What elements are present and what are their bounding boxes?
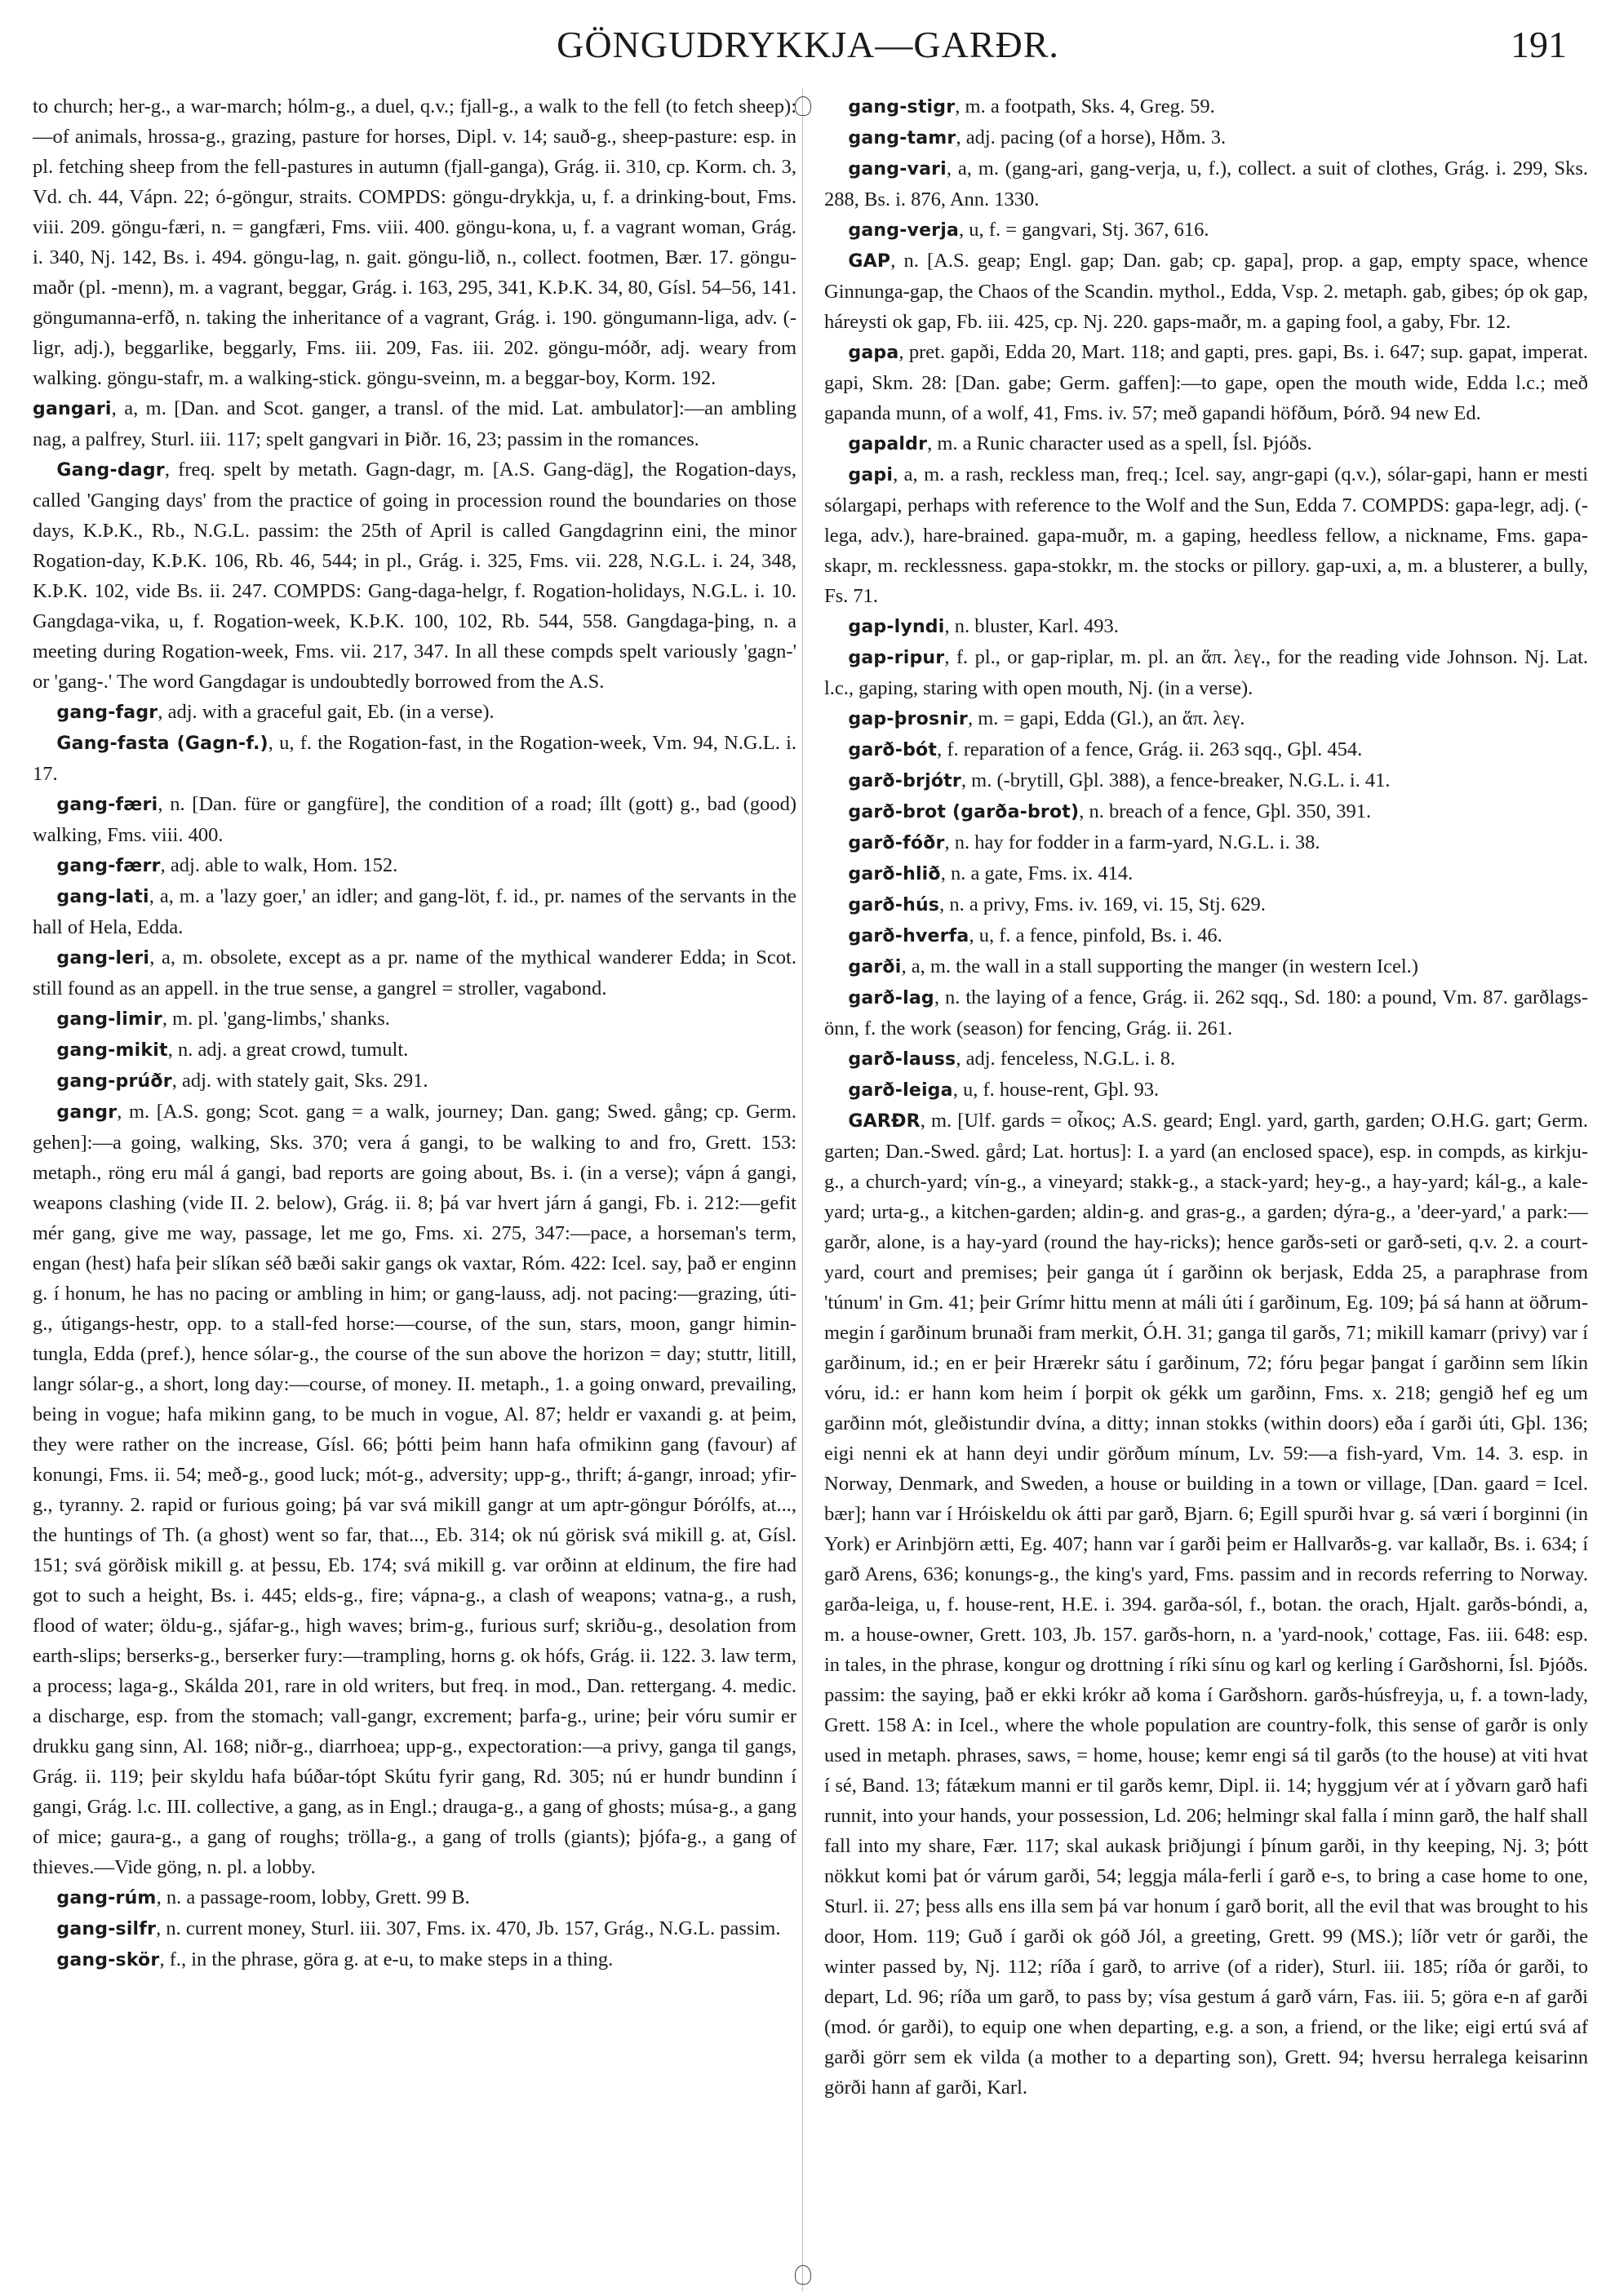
entry-headword: garð-lag xyxy=(848,988,934,1008)
entry-definition: , n. breach of a fence, Gþl. 350, 391. xyxy=(1079,800,1372,822)
dictionary-entry xyxy=(824,1106,1588,2103)
entry-headword: gang-vari xyxy=(848,159,947,180)
dictionary-entry xyxy=(824,703,1588,734)
dictionary-entry xyxy=(824,889,1588,920)
entry-definition: , m. a Runic character used as a spell, Ísl. Þjóðs. xyxy=(927,432,1312,454)
entry-definition: , n. a privy, Fms. iv. 169, vi. 15, Stj. 629. xyxy=(939,893,1266,915)
dictionary-entry xyxy=(33,393,796,454)
dictionary-entry xyxy=(824,91,1588,122)
dictionary-entry xyxy=(824,428,1588,459)
entry-headword: gang-lati xyxy=(56,887,149,907)
entry-headword: gang-tamr xyxy=(848,128,956,148)
entry-definition: , u, f. the Rogation-fast, in the Rogation-week, Vm. 94, N.G.L. i. 17. xyxy=(33,732,796,785)
entry-headword: gang-silfr xyxy=(56,1919,157,1939)
dictionary-entry xyxy=(824,858,1588,889)
entry-headword: gangari xyxy=(33,399,112,419)
dictionary-entry xyxy=(33,697,796,728)
dictionary-entry xyxy=(33,789,796,850)
entry-definition: , pret. gapði, Edda 20, Mart. 118; and gapti, pres. gapi, Bs. i. 647; sup. gapat, imperat. gapi, Skm. 28: [Dan. gabe; Germ. gaffen]:—to gape, open the mouth wide, Edda l.c.; með gapanda munn, of a wolf, 41, Fms. iv. 57; með gapandi höfðum, Þórð. 94 new Ed. xyxy=(824,341,1588,424)
entry-definition: , n. current money, Sturl. iii. 307, Fms. ix. 470, Jb. 157, Grág., N.G.L. passim. xyxy=(156,1917,781,1939)
entry-definition: , n. hay for fodder in a farm-yard, N.G.L. i. 38. xyxy=(944,831,1320,853)
page-number: 191 xyxy=(1511,24,1567,65)
entry-headword: garð-hverfa xyxy=(848,926,969,946)
entry-definition: , m. [Ulf. gards = οἶκος; A.S. geard; Engl. yard, garth, garden; O.H.G. gart; Germ. garten; Dan.-Swed. gård; Lat. hortus]: I. a yard (an enclosed space), esp. in compds, as kirkju-g., a church-yard; vín-g., a vineyard; stakk-g., a stack-yard; hey-g., a hay-yard; kál-g., a kale-yard; urta-g., a kitchen-garden; aldin-g. and gras-g., a garden; dýra-g., a 'deer-yard,' a park:—garðr, alone, is a hay-yard (round the hay-ricks); hence garðs-seti or garð-seti, q.v. 2. a court-yard, court and premises; þeir ganga út í garðinn ok berjask, Edda 25, a paraphrase from 'túnum' in Gm. 41; þeir Grímr hittu menn at máli úti í garðinum, Eg. 109; þá sá hann at öðrum-megin í garðinum brunaði fram merkit, Ó.H. 31; ganga til garðs, 71; mikill kamarr (privy) var í garðinum, id.; en er þeir Hrærekr sátu í garðinum, 72; fóru þegar þangat í garðinn sem líkin vóru, id.: er hann kom heim í þorpit ok gékk um garðinn, Fms. x. 218; gengið hef eg um garðinn mót, gleðistundir dvína, a ditty; innan stokks (within doors) eða í garði úti, Gþl. 136; eigi nenni ek at hann deyi undir görðum mínum, Lv. 59:—a fish-yard, Vm. 14. 3. esp. in Norway, Denmark, and Sweden, a house or building in a town or village, [Dan. gaard = Icel. bær]; hann var í Hróiskeldu ok átti par garð, Bjarn. 6; Egill spurði hvar g. sá væri í borginni (in York) er Arinbjörn ætti, Eg. 407; hann var í garði þeim er Hallvarðs-g. var kallaðr, Bs. i. 634; í garð Arens, 636; konungs-g., the king's yard, Fms. passim and in records referring to Norway. garða-leiga, u, f. house-rent, H.E. i. 394. garða-sól, f., botan. the orach, Hjalt. garðs-bóndi, a, m. a house-owner, Grett. 103, Jb. 157. garðs-horn, n. a 'yard-nook,' cottage, Fas. iii. 648: esp. in tales, in the phrase, kongur og drottning í ríki sínu og karl og kerling í Garðshorni, Ísl. Þjóðs. passim: the saying, það er ekki krókr að koma í Garðshorn. garðs-húsfreyja, u, f. a town-lady, Grett. 158 A: in Icel., where the whole population are country-folk, this sense of garðr is only used in metaph. phrases, saws, = home, house; kemr engi sá til garðs (to the house) at viti hvat í sé, Band. 13; fátækum manni er til garðs kemr, Dipl. ii. 14; hyggjum vér at í yðvarn garð hafi runnit, into your hands, your possession, Ld. 206; helmingr skal falla í minn garð, the half shall fall into my share, Fær. 117; skal aukask þriðjungi í þínum garði, in thy keeping, Nj. 3; þótt nökkut komi þat ór várum garði, 54; leggja mála-ferli í garð e-s, to bring a case home to one, Sturl. ii. 27; þess alls ens illa sem þá var honum í garð borit, all the evil that was brought to his door, Hom. 119; Guð í garði ok góð Jól, a greeting, Grett. 99 (MS.); líðr vetr ór garði, the winter passed by, Nj. 112; ríða í garð, to arrive (of a rider), Sturl. iii. 185; ríða ór garði, to depart, Ld. 96; ríða um garð, to pass by; vísa gestum á garð várn, Fas. iii. 5; göra e-n af garði (mod. ór garði), to equip one when departing, e.g. a son, a friend, or the like; eigi ertú svá af garði görr sem ek vilda (a mother to a departing son), Grett. 94; hversu herralega keisarinn görði hann af garði, Karl. xyxy=(824,1110,1588,2099)
entry-headword: gang-limir xyxy=(56,1009,162,1030)
dictionary-entry xyxy=(33,1913,796,1944)
dictionary-entry xyxy=(824,1075,1588,1106)
entry-definition: , m. pl. 'gang-limbs,' shanks. xyxy=(162,1008,390,1030)
dictionary-entry xyxy=(33,91,796,393)
entry-definition: , m. a footpath, Sks. 4, Greg. 59. xyxy=(955,95,1215,117)
entry-definition: , n. [Dan. füre or gangfüre], the condition of a road; íllt (gott) g., bad (good) walking, Fms. viii. 400. xyxy=(33,793,796,846)
dictionary-entry xyxy=(824,611,1588,642)
dictionary-entry xyxy=(33,728,796,789)
entry-definition: , a, m. the wall in a stall supporting the manger (in western Icel.) xyxy=(901,955,1418,977)
dictionary-entry xyxy=(33,1004,796,1035)
entry-definition: , a, m. obsolete, except as a pr. name of the mythical wanderer Edda; in Scot. still found as an appell. in the true sense, a gangrel = stroller, vagabond. xyxy=(33,946,796,1000)
entry-headword: garð-lauss xyxy=(848,1049,956,1070)
entry-headword: garð-hlið xyxy=(848,864,941,884)
entry-definition: , freq. spelt by metath. Gagn-dagr, m. [A.S. Gang-däg], the Rogation-days, called 'Ganging days' from the practice of going in procession round the boundaries on those days, K.Þ.K., Rb., N.G.L. passim: the 25th of April is called Gangdagrinn eini, the minor Rogation-day, K.Þ.K. 106, Rb. 46, 544; in pl., Grág. i. 325, Fms. vii. 228, N.G.L. i. 24, 348, K.Þ.K. 102, vide Bs. ii. 247. COMPDS: Gang-daga-helgr, f. Rogation-holidays, N.G.L. i. 10. Gangdaga-vika, u, f. Rogation-week, K.Þ.K. 100, 102, Rb. 544, 558. Gangdaga-þing, n. a meeting during Rogation-week, Fms. vii. 217, 347. In all these compds spelt variously 'gagn-' or 'gang-.' The word Gangdagar is undoubtedly borrowed from the A.S. xyxy=(33,459,796,693)
entry-headword: GARÐR xyxy=(848,1111,921,1132)
entry-headword: garð-brot (garða-brot) xyxy=(848,802,1080,822)
entry-headword: gapaldr xyxy=(848,434,928,454)
entry-definition: , a, m. a 'lazy goer,' an idler; and gang-löt, f. id., pr. names of the servants in the hall of Hela, Edda. xyxy=(33,885,796,938)
dictionary-entry xyxy=(33,1066,796,1097)
entry-headword: garð-fóðr xyxy=(848,833,945,853)
entry-headword: garð-leiga xyxy=(848,1080,953,1101)
entry-definition: , u, f. house-rent, Gþl. 93. xyxy=(952,1079,1160,1101)
entry-definition: , a, m. [Dan. and Scot. ganger, a transl. of the mid. Lat. ambulator]:—an ambling nag, a palfrey, Sturl. iii. 117; spelt gangvari in Þiðr. 16, 23; passim in the romances. xyxy=(33,397,796,450)
dictionary-entry xyxy=(824,215,1588,246)
entry-headword: gap-lyndi xyxy=(848,617,945,637)
entry-definition: , f. pl., or gap-riplar, m. pl. an ἅπ. λεγ., for the reading vide Johnson. Nj. Lat. l.c., gaping, staring with open mouth, Nj. (in a verse). xyxy=(824,646,1588,699)
right-column xyxy=(824,91,1588,2286)
dictionary-entry xyxy=(824,734,1588,765)
entry-definition: , n. a gate, Fms. ix. 414. xyxy=(940,862,1134,884)
entry-definition: , n. adj. a great crowd, tumult. xyxy=(167,1039,409,1061)
dictionary-entry xyxy=(33,1097,796,1882)
entry-definition: , n. [A.S. geap; Engl. gap; Dan. gab; cp. gapa], prop. a gap, empty space, whence Ginnunga-gap, the Chaos of the Scandin. mythol., Edda, Vsp. 2. metaph. gab, gibes; óp ok gap, háreysti ok gap, Fb. iii. 425, cp. Nj. 220. gaps-maðr, m. a gaping fool, a gaby, Fbr. 12. xyxy=(824,250,1588,333)
entry-definition: , a, m. (gang-ari, gang-verja, u, f.), collect. a suit of clothes, Grág. i. 299, Sks. 288, Bs. i. 876, Ann. 1330. xyxy=(824,157,1588,211)
entry-definition: , adj. pacing (of a horse), Hðm. 3. xyxy=(956,126,1227,148)
entry-definition: , adj. fenceless, N.G.L. i. 8. xyxy=(956,1048,1176,1070)
entry-headword: gang-verja xyxy=(848,220,960,241)
dictionary-entry xyxy=(33,454,796,697)
dictionary-entry xyxy=(33,1944,796,1975)
entry-headword: Gang-fasta (Gagn-f.) xyxy=(56,734,268,754)
entry-headword: gapa xyxy=(848,343,899,363)
entry-headword: Gang-dagr xyxy=(56,460,165,481)
entry-definition: , n. the laying of a fence, Grág. ii. 262 sqq., Sd. 180: a pound, Vm. 87. garðlags-önn, f. the work (season) for fencing, Grág. ii. 261. xyxy=(824,986,1588,1039)
entry-definition: , a, m. a rash, reckless man, freq.; Icel. say, angr-gapi (q.v.), sólar-gapi, hann er mesti sólargapi, perhaps with reference to the Wolf and the Sun, Edda 7. COMPDS: gapa-legr, adj. (-lega, adv.), hare-brained. gapa-muðr, m. a gaping, heedless fellow, a nickname, Fms. gapa-skapr, m. recklessness. gapa-stokkr, m. the stocks or pillory. gap-uxi, a, m. a blusterer, a bully, Fs. 71. xyxy=(824,463,1588,607)
entry-headword: gang-stigr xyxy=(848,97,956,117)
entry-headword: gang-leri xyxy=(56,948,150,968)
entry-definition: , m. [A.S. gong; Scot. gang = a walk, journey; Dan. gang; Swed. gång; cp. Germ. gehen]:—a going, walking, Sks. 370; vera á gangi, to be walking to and fro, Grett. 153: metaph., röng eru mál á gangi, bad reports are going about, Bs. i. (in a verse); vápn á gangi, weapons clashing (vide II. 2. below), Grág. ii. 8; þá var hvert járn á gangi, Fb. i. 212:—gefit mér gang, give me way, passage, let me go, Fms. xi. 275, 347:—pace, a horseman's term, engan (hest) hafa þeir slíkan séð bæði sakir gangs ok vaxtar, Róm. 422: Icel. say, það er enginn g. í honum, he has no pacing or ambling in him; or gang-lauss, adj. not pacing:—grazing, úti-g., útigangs-hestr, opp. to a stall-fed horse:—course, of the sun, stars, moon, gangr himin-tungla, Edda (pref.), hence sólar-g., the course of the sun above the horizon = day; stuttr, litill, langr sólar-g., a short, long day:—course, of money. II. metaph., 1. a going onward, prevailing, being in vogue; hafa mikinn gang, to be much in vogue, Al. 87; heldr er vaxandi g. at þeim, they were rather on the increase, Gísl. 66; þótti þeim hann hafa ofmikinn gang (favour) af konungi, Fms. ii. 54; með-g., good luck; mót-g., adversity; upp-g., thrift; á-gangr, inroad; yfir-g., tyranny. 2. rapid or furious going; þá var svá mikill gangr at um aptr-göngur Þórólfs, at..., the huntings of Th. (a ghost) went so far, that..., Eb. 314; ok nú görisk svá mikill g. at, Gísl. 151; svá görðisk mikill g. at þessu, Eb. 174; svá mikill g. var orðinn at eldinum, the fire had got to such a height, Bs. i. 445; elds-g., fire; vápna-g., a clash of weapons; vatna-g., a rush, flood of water; öldu-g., sjáfar-g., high waves; brim-g., furious surf; skriðu-g., desolation from earth-slips; berserks-g., berserker fury:—trampling, horns g. ok hófs, Grág. ii. 122. 3. law term, a process; laga-g., Skálda 201, rare in old writers, but freq. in mod., Dan. rettergang. 4. medic. a discharge, esp. from the stomach; vall-gangr, excrement; þarfa-g., urine; þeir vóru sumir er drukku gang sinn, Al. 168; niðr-g., diarrhoea; upp-g., expectoration:—a privy, ganga til gangs, Grág. ii. 119; þeir skyldu hafa búðar-tópt Skútu fyrir gang, Rd. 305; nú er hundr bundinn í gangi, Grág. l.c. III. collective, a gang, as in Engl.; drauga-g., a gang of ghosts; músa-g., a gang of mice; gaura-g., a gang of roughs; trölla-g., a gang of trolls (giants); þjófa-g., a gang of thieves.—Vide göng, n. pl. a lobby. xyxy=(33,1101,796,1878)
entry-definition: , m. (-brytill, Gþl. 388), a fence-breaker, N.G.L. i. 41. xyxy=(961,769,1391,791)
entry-headword: gang-prúðr xyxy=(56,1071,172,1092)
entry-definition: , m. = gapi, Edda (Gl.), an ἅπ. λεγ. xyxy=(967,707,1245,729)
entry-definition: , n. a passage-room, lobby, Grett. 99 B. xyxy=(156,1886,470,1908)
entry-headword: gang-fagr xyxy=(56,703,158,723)
entry-definition: to church; her-g., a war-march; hólm-g., a duel, q.v.; fjall-g., a walk to the fell (to fetch sheep):—of animals, hrossa-g., grazing, pasture for horses, Dipl. v. 14; sauð-g., sheep-pasture: esp. in pl. fetching sheep from the fell-pastures in autumn (fjall-ganga), Grág. ii. 310, cp. Korm. ch. 3, Vd. ch. 44, Vápn. 22; ó-göngur, straits. COMPDS: göngu-drykkja, u, f. a drinking-bout, Fms. viii. 209. göngu-færi, n. = gangfæri, Fms. viii. 400. göngu-kona, u, f. a vagrant woman, Grág. i. 340, Nj. 142, Bs. i. 494. göngu-lag, n. gait. göngu-lið, n., collect. footmen, Bær. 17. göngu-maðr (pl. -menn), m. a vagrant, beggar, Grág. i. 163, 295, 341, K.Þ.K. 34, 80, Gísl. 54–56, 141. göngumanna-erfð, n. taking the inheritance of a vagrant, Grág. i. 190. göngumann-liga, adv. (-ligr, adj.), beggarlike, beggarly, Fms. iii. 209, Fas. iii. 202. göngu-móðr, adj. weary from walking. göngu-stafr, m. a walking-stick. göngu-sveinn, m. a beggar-boy, Korm. 192. xyxy=(33,95,796,389)
dictionary-entry xyxy=(824,153,1588,215)
dictionary-entry xyxy=(824,337,1588,428)
entry-definition: , f., in the phrase, göra g. at e-u, to make steps in a thing. xyxy=(159,1948,614,1970)
dictionary-entry xyxy=(824,765,1588,796)
page-header xyxy=(49,23,1567,80)
entry-headword: garði xyxy=(848,957,902,977)
dictionary-entry xyxy=(33,1035,796,1066)
entry-headword: garð-brjótr xyxy=(848,771,961,791)
column-divider xyxy=(802,88,803,2291)
entry-definition: , n. bluster, Karl. 493. xyxy=(944,615,1119,637)
left-column xyxy=(33,91,796,2286)
dictionary-entry xyxy=(824,1044,1588,1075)
dictionary-entry xyxy=(824,982,1588,1044)
entry-headword: gap-ripur xyxy=(848,648,945,668)
entry-definition: , u, f. = gangvari, Stj. 367, 616. xyxy=(959,219,1209,241)
dictionary-entry xyxy=(824,796,1588,827)
dictionary-entry xyxy=(33,850,796,881)
dictionary-entry xyxy=(33,881,796,942)
divider-ornament-top xyxy=(795,96,811,116)
entry-headword: gang-færi xyxy=(56,795,158,815)
entry-definition: , adj. with stately gait, Sks. 291. xyxy=(171,1070,428,1092)
entry-headword: gang-skör xyxy=(56,1950,160,1970)
dictionary-entry xyxy=(824,459,1588,611)
dictionary-entry xyxy=(824,122,1588,153)
entry-definition: , adj. able to walk, Hom. 152. xyxy=(160,854,398,876)
dictionary-entry xyxy=(824,951,1588,982)
dictionary-entry xyxy=(824,642,1588,703)
entry-headword: gang-mikit xyxy=(56,1040,168,1061)
dictionary-entry xyxy=(33,942,796,1004)
entry-headword: GAP xyxy=(848,251,891,272)
entry-headword: gangr xyxy=(56,1102,118,1123)
dictionary-entry xyxy=(824,827,1588,858)
divider-ornament-bottom xyxy=(795,2265,811,2285)
dictionary-entry xyxy=(824,920,1588,951)
entry-definition: , adj. with a graceful gait, Eb. (in a verse). xyxy=(158,701,495,723)
entry-definition: , f. reparation of a fence, Grág. ii. 263 sqq., Gþl. 454. xyxy=(937,738,1363,760)
dictionary-entry xyxy=(33,1882,796,1913)
entry-headword: gang-rúm xyxy=(56,1888,157,1908)
entry-headword: gang-færr xyxy=(56,856,161,876)
entry-definition: , u, f. a fence, pinfold, Bs. i. 46. xyxy=(969,924,1222,946)
entry-headword: garð-bót xyxy=(848,740,938,760)
entry-headword: gap-þrosnir xyxy=(848,709,968,729)
entry-headword: gapi xyxy=(848,465,894,485)
entry-headword: garð-hús xyxy=(848,895,940,915)
page-title: GÖNGUDRYKKJA—GARÐR. xyxy=(557,24,1059,65)
dictionary-entry xyxy=(824,246,1588,337)
